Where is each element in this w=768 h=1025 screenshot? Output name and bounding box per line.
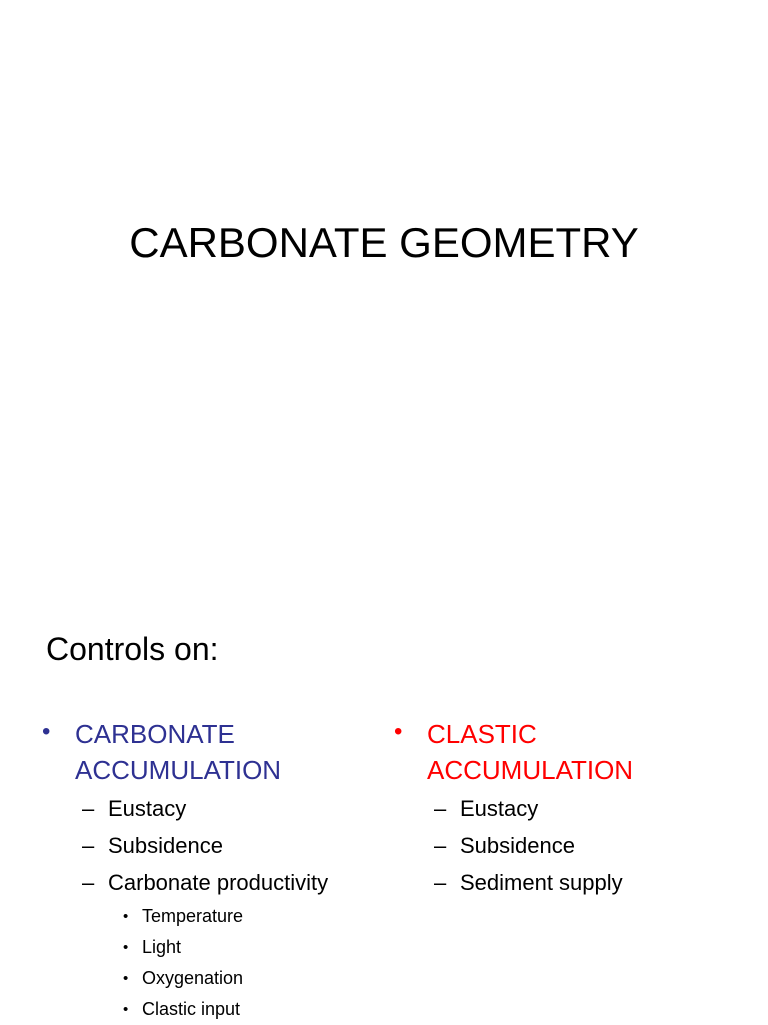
dash-icon: –: [82, 833, 95, 858]
bullet-dot-icon: •: [42, 718, 51, 745]
list-item-label: Subsidence: [460, 833, 575, 858]
list-item: [40, 827, 380, 864]
bullet-dot-icon: •: [123, 1001, 129, 1018]
list-item-label: Eustacy: [108, 796, 187, 821]
sub-list-item: [40, 932, 380, 963]
bullet-dot-icon: •: [394, 718, 403, 745]
slide-title-text: CARBONATE GEOMETRY: [129, 219, 639, 266]
list-item: [392, 790, 732, 827]
bullet-dot-icon: •: [123, 939, 129, 956]
dash-icon: –: [82, 870, 95, 895]
dash-icon: –: [82, 796, 95, 821]
sub-list-item: [40, 994, 380, 1025]
list-item-label: Subsidence: [108, 833, 223, 858]
clastic-label-line1: CLASTIC: [427, 719, 537, 749]
sub-list-item-label: Oxygenation: [142, 968, 244, 988]
slide-controls: [0, 512, 768, 1024]
dash-icon: –: [434, 796, 447, 821]
carbonate-accumulation-bullet: [40, 716, 380, 788]
clastic-label-line2: ACCUMULATION: [427, 755, 634, 785]
sub-list-item-label: Temperature: [142, 906, 244, 926]
slide-title: [0, 0, 768, 512]
carbonate-label-line2: ACCUMULATION: [75, 755, 282, 785]
sub-list-item: [40, 963, 380, 994]
list-item-label: Sediment supply: [460, 870, 623, 895]
dash-icon: –: [434, 833, 447, 858]
dash-icon: –: [434, 870, 447, 895]
controls-heading: Controls on:: [46, 631, 219, 667]
list-item-label: Carbonate productivity: [108, 870, 329, 895]
sub-list-item-label: Light: [142, 937, 182, 957]
carbonate-column: [40, 716, 380, 1025]
list-item: [392, 827, 732, 864]
list-item-label: Eustacy: [460, 796, 539, 821]
list-item: [40, 864, 380, 901]
sub-list-item: [40, 901, 380, 932]
bullet-dot-icon: •: [123, 970, 129, 987]
sub-list-item-label: Clastic input: [142, 999, 241, 1019]
list-item: [40, 790, 380, 827]
carbonate-label-line1: CARBONATE: [75, 719, 235, 749]
bullet-dot-icon: •: [123, 908, 129, 925]
list-item: [392, 864, 732, 901]
clastic-column: [392, 716, 732, 901]
clastic-accumulation-bullet: [392, 716, 732, 788]
